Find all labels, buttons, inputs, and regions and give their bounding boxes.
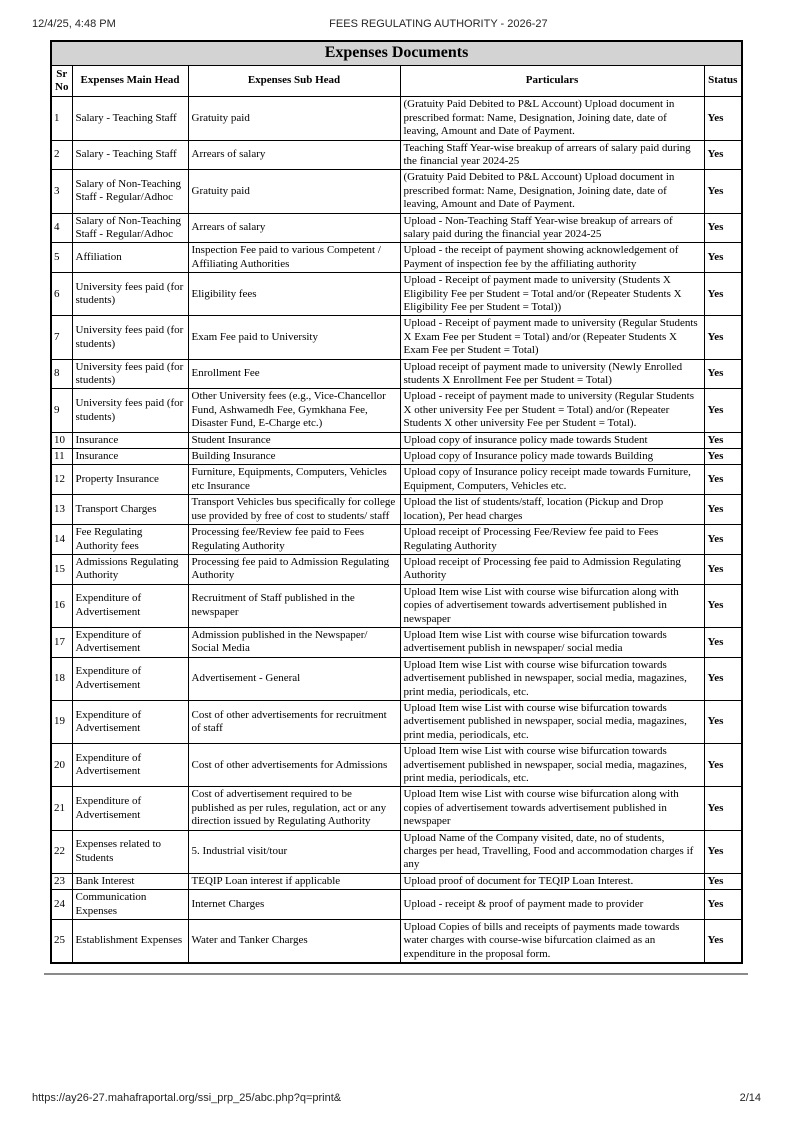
sub-head-cell: Furniture, Equipments, Computers, Vehicles etc Insurance	[188, 465, 400, 495]
table-row	[51, 97, 742, 140]
particulars-cell: Upload - receipt & proof of payment made to provider	[400, 890, 704, 920]
sub-head-cell: Inspection Fee paid to various Competent / Affiliating Authorities	[188, 243, 400, 273]
table-row	[51, 495, 742, 525]
column-header-status: Status	[704, 65, 742, 97]
sr-no-cell: 13	[51, 495, 72, 525]
main-head-cell: Salary of Non-Teaching Staff - Regular/Adhoc	[72, 213, 188, 243]
status-cell: Yes	[704, 389, 742, 432]
status-cell: Yes	[704, 787, 742, 830]
sub-head-cell: Processing fee/Review fee paid to Fees Regulating Authority	[188, 525, 400, 555]
particulars-cell: Upload receipt of Processing fee paid to Admission Regulating Authority	[400, 554, 704, 584]
divider	[44, 973, 748, 975]
status-cell: Yes	[704, 170, 742, 213]
expenses-documents-table	[50, 40, 743, 964]
sr-no-cell: 22	[51, 830, 72, 873]
table-row	[51, 787, 742, 830]
main-head-cell: Admissions Regulating Authority	[72, 554, 188, 584]
particulars-cell: Upload - the receipt of payment showing acknowledgement of Payment of inspection fee by the affiliating authority	[400, 243, 704, 273]
table-row	[51, 170, 742, 213]
sub-head-cell: Transport Vehicles bus specifically for college use provided by free of cost to students/ staff	[188, 495, 400, 525]
sub-head-cell: Arrears of salary	[188, 213, 400, 243]
status-cell: Yes	[704, 449, 742, 465]
sub-head-cell: 5. Industrial visit/tour	[188, 830, 400, 873]
status-cell: Yes	[704, 495, 742, 525]
status-cell: Yes	[704, 657, 742, 700]
table-row	[51, 213, 742, 243]
particulars-cell: Upload - Non-Teaching Staff Year-wise breakup of arrears of salary paid during the financial year 2024-25	[400, 213, 704, 243]
table-title-row	[51, 41, 742, 65]
particulars-cell: Upload Item wise List with course wise bifurcation along with copies of advertisement towards advertisement published in newspaper	[400, 584, 704, 627]
table-row	[51, 465, 742, 495]
main-head-cell: Salary - Teaching Staff	[72, 97, 188, 140]
main-head-cell: Expenses related to Students	[72, 830, 188, 873]
sr-no-cell: 15	[51, 554, 72, 584]
status-cell: Yes	[704, 273, 742, 316]
column-header-sr-no: Sr No	[51, 65, 72, 97]
status-cell: Yes	[704, 627, 742, 657]
particulars-cell: Upload Item wise List with course wise bifurcation towards advertisement published in newspaper, social media, magazines, print media, periodicals, etc.	[400, 700, 704, 743]
print-footer-url: https://ay26-27.mahafraportal.org/ssi_prp_25/abc.php?q=print&	[32, 1092, 342, 1104]
particulars-cell: Upload Name of the Company visited, date, no of students, charges per head, Travelling, Food and accommodation charges if any	[400, 830, 704, 873]
particulars-cell: Upload copy of insurance policy made towards Student	[400, 432, 704, 448]
sr-no-cell: 4	[51, 213, 72, 243]
sr-no-cell: 3	[51, 170, 72, 213]
sub-head-cell: Cost of other advertisements for Admissions	[188, 744, 400, 787]
main-head-cell: Establishment Expenses	[72, 920, 188, 964]
sub-head-cell: TEQIP Loan interest if applicable	[188, 873, 400, 889]
sub-head-cell: Exam Fee paid to University	[188, 316, 400, 359]
sr-no-cell: 9	[51, 389, 72, 432]
main-head-cell: Expenditure of Advertisement	[72, 787, 188, 830]
column-header-expenses-sub-head: Expenses Sub Head	[188, 65, 400, 97]
main-head-cell: Expenditure of Advertisement	[72, 584, 188, 627]
sr-no-cell: 5	[51, 243, 72, 273]
table-row	[51, 243, 742, 273]
table-row	[51, 554, 742, 584]
table-row	[51, 873, 742, 889]
sr-no-cell: 20	[51, 744, 72, 787]
table-row	[51, 584, 742, 627]
sr-no-cell: 18	[51, 657, 72, 700]
table-row	[51, 700, 742, 743]
sub-head-cell: Arrears of salary	[188, 140, 400, 170]
sub-head-cell: Enrollment Fee	[188, 359, 400, 389]
document-content	[50, 40, 741, 975]
status-cell: Yes	[704, 316, 742, 359]
main-head-cell: Communication Expenses	[72, 890, 188, 920]
particulars-cell: Upload Copies of bills and receipts of payments made towards water charges with course-wise bifurcation claimed as an expenditure in the proposal form.	[400, 920, 704, 964]
column-header-particulars: Particulars	[400, 65, 704, 97]
status-cell: Yes	[704, 243, 742, 273]
particulars-cell: Upload - Receipt of payment made to university (Regular Students X Exam Fee per Student = Total) and/or (Repeater Students X Exam Fee per Student = Total)	[400, 316, 704, 359]
main-head-cell: Affiliation	[72, 243, 188, 273]
sr-no-cell: 10	[51, 432, 72, 448]
column-header-expenses-main-head: Expenses Main Head	[72, 65, 188, 97]
sub-head-cell: Gratuity paid	[188, 170, 400, 213]
table-row	[51, 389, 742, 432]
table-header-row	[51, 65, 742, 97]
table-row	[51, 273, 742, 316]
table-row	[51, 657, 742, 700]
main-head-cell: Fee Regulating Authority fees	[72, 525, 188, 555]
print-footer	[32, 1092, 761, 1104]
sub-head-cell: Cost of other advertisements for recruitment of staff	[188, 700, 400, 743]
sr-no-cell: 24	[51, 890, 72, 920]
sr-no-cell: 17	[51, 627, 72, 657]
sr-no-cell: 14	[51, 525, 72, 555]
status-cell: Yes	[704, 525, 742, 555]
sr-no-cell: 19	[51, 700, 72, 743]
particulars-cell: Upload the list of students/staff, location (Pickup and Drop location), Per head charges	[400, 495, 704, 525]
print-footer-page-number: 2/14	[739, 1092, 761, 1104]
main-head-cell: Salary - Teaching Staff	[72, 140, 188, 170]
table-row	[51, 627, 742, 657]
particulars-cell: Upload Item wise List with course wise bifurcation towards advertisement publish in newspaper/ social media	[400, 627, 704, 657]
sub-head-cell: Internet Charges	[188, 890, 400, 920]
sub-head-cell: Student Insurance	[188, 432, 400, 448]
particulars-cell: Upload copy of Insurance policy made towards Building	[400, 449, 704, 465]
sub-head-cell: Building Insurance	[188, 449, 400, 465]
main-head-cell: Bank Interest	[72, 873, 188, 889]
status-cell: Yes	[704, 830, 742, 873]
main-head-cell: Insurance	[72, 432, 188, 448]
sr-no-cell: 8	[51, 359, 72, 389]
table-row	[51, 830, 742, 873]
status-cell: Yes	[704, 920, 742, 964]
particulars-cell: Teaching Staff Year-wise breakup of arrears of salary paid during the financial year 2024-25	[400, 140, 704, 170]
print-header-title: FEES REGULATING AUTHORITY - 2026-27	[329, 18, 548, 30]
status-cell: Yes	[704, 97, 742, 140]
print-header-datetime: 12/4/25, 4:48 PM	[32, 18, 116, 30]
main-head-cell: Transport Charges	[72, 495, 188, 525]
main-head-cell: Expenditure of Advertisement	[72, 657, 188, 700]
particulars-cell: Upload Item wise List with course wise bifurcation towards advertisement published in newspaper, social media, magazines, print media, periodicals, etc.	[400, 657, 704, 700]
particulars-cell: Upload Item wise List with course wise bifurcation towards advertisement published in newspaper, social media, magazines, print media, periodicals, etc.	[400, 744, 704, 787]
sub-head-cell: Recruitment of Staff published in the newspaper	[188, 584, 400, 627]
sr-no-cell: 2	[51, 140, 72, 170]
sr-no-cell: 1	[51, 97, 72, 140]
particulars-cell: (Gratuity Paid Debited to P&L Account) Upload document in prescribed format: Name, Designation, Joining date, date of leaving, Amount and Date of Payment.	[400, 97, 704, 140]
sr-no-cell: 25	[51, 920, 72, 964]
status-cell: Yes	[704, 584, 742, 627]
table-row	[51, 432, 742, 448]
table-title: Expenses Documents	[51, 41, 742, 65]
status-cell: Yes	[704, 744, 742, 787]
main-head-cell: University fees paid (for students)	[72, 389, 188, 432]
table-row	[51, 920, 742, 964]
status-cell: Yes	[704, 554, 742, 584]
particulars-cell: Upload - receipt of payment made to university (Regular Students X other university Fee per Student = Total) and/or (Repeater Students X other university Fee per Student = Total).	[400, 389, 704, 432]
main-head-cell: Expenditure of Advertisement	[72, 744, 188, 787]
main-head-cell: Expenditure of Advertisement	[72, 627, 188, 657]
main-head-cell: University fees paid (for students)	[72, 273, 188, 316]
particulars-cell: Upload copy of Insurance policy receipt made towards Furniture, Equipment, Computers, Vehicles etc.	[400, 465, 704, 495]
particulars-cell: Upload proof of document for TEQIP Loan Interest.	[400, 873, 704, 889]
sub-head-cell: Other University fees (e.g., Vice-Chancellor Fund, Ashwamedh Fee, Gymkhana Fee, Disaster Fund, E-Charge etc.)	[188, 389, 400, 432]
table-row	[51, 525, 742, 555]
status-cell: Yes	[704, 890, 742, 920]
sub-head-cell: Eligibility fees	[188, 273, 400, 316]
table-row	[51, 316, 742, 359]
sub-head-cell: Admission published in the Newspaper/ Social Media	[188, 627, 400, 657]
sub-head-cell: Cost of advertisement required to be published as per rules, regulation, act or any direction issued by Regulating Authority	[188, 787, 400, 830]
sr-no-cell: 23	[51, 873, 72, 889]
print-header	[32, 18, 761, 30]
status-cell: Yes	[704, 465, 742, 495]
table-row	[51, 744, 742, 787]
main-head-cell: Property Insurance	[72, 465, 188, 495]
table-row	[51, 449, 742, 465]
sr-no-cell: 21	[51, 787, 72, 830]
table-row	[51, 359, 742, 389]
particulars-cell: Upload Item wise List with course wise bifurcation along with copies of advertisement towards advertisement published in newspaper	[400, 787, 704, 830]
main-head-cell: Insurance	[72, 449, 188, 465]
status-cell: Yes	[704, 432, 742, 448]
main-head-cell: Salary of Non-Teaching Staff - Regular/Adhoc	[72, 170, 188, 213]
sub-head-cell: Processing fee paid to Admission Regulating Authority	[188, 554, 400, 584]
main-head-cell: Expenditure of Advertisement	[72, 700, 188, 743]
status-cell: Yes	[704, 140, 742, 170]
status-cell: Yes	[704, 359, 742, 389]
sr-no-cell: 12	[51, 465, 72, 495]
particulars-cell: (Gratuity Paid Debited to P&L Account) Upload document in prescribed format: Name, Designation, Joining date, date of leaving, Amount and Date of Payment.	[400, 170, 704, 213]
particulars-cell: Upload - Receipt of payment made to university (Students X Eligibility Fee per Student = Total and/or (Repeater Students X Eligibility Fee per Student = Total))	[400, 273, 704, 316]
status-cell: Yes	[704, 213, 742, 243]
sub-head-cell: Advertisement - General	[188, 657, 400, 700]
main-head-cell: University fees paid (for students)	[72, 316, 188, 359]
sub-head-cell: Gratuity paid	[188, 97, 400, 140]
sub-head-cell: Water and Tanker Charges	[188, 920, 400, 964]
sr-no-cell: 7	[51, 316, 72, 359]
table-row	[51, 890, 742, 920]
sr-no-cell: 6	[51, 273, 72, 316]
status-cell: Yes	[704, 700, 742, 743]
particulars-cell: Upload receipt of payment made to university (Newly Enrolled students X Enrollment Fee per Student = Total)	[400, 359, 704, 389]
main-head-cell: University fees paid (for students)	[72, 359, 188, 389]
table-row	[51, 140, 742, 170]
sr-no-cell: 16	[51, 584, 72, 627]
status-cell: Yes	[704, 873, 742, 889]
sr-no-cell: 11	[51, 449, 72, 465]
particulars-cell: Upload receipt of Processing Fee/Review fee paid to Fees Regulating Authority	[400, 525, 704, 555]
